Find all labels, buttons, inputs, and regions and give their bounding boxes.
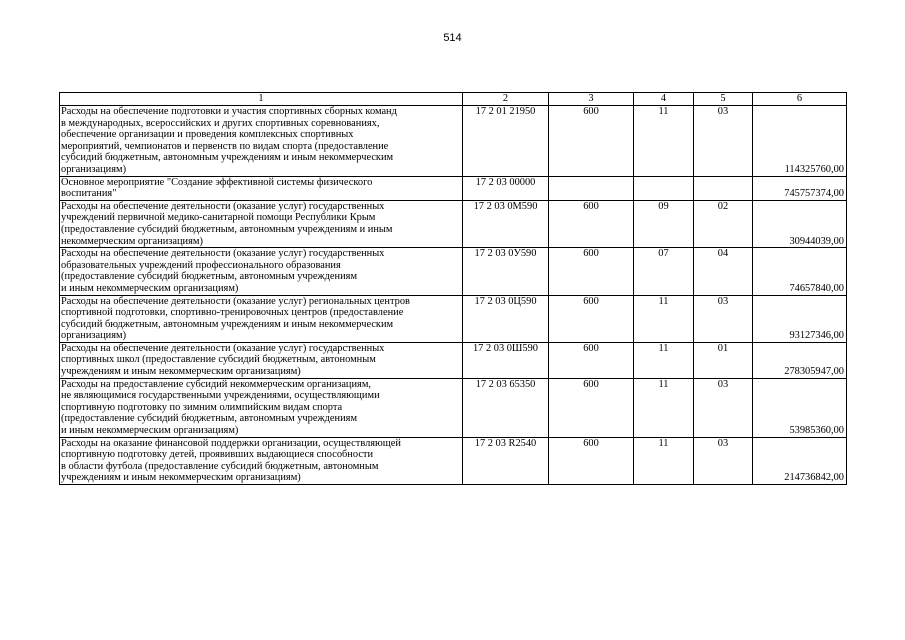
target-article-code: 17 2 03 R2540 — [463, 437, 549, 484]
amount: 745757374,00 — [753, 176, 847, 200]
amount: 214736842,00 — [753, 437, 847, 484]
table-row — [60, 106, 847, 177]
expense-description: Расходы на предоставление субсидий некоммерческим организациям, не являющимися государственными учреждениями, осуществляющими спортивную подготовку по зимним олимпийским видам спорта (предоставление субсидий бюджетным, автономным учреждениям и иным некоммерческим организациям) — [60, 378, 463, 437]
amount: 30944039,00 — [753, 200, 847, 247]
expense-type-code: 600 — [549, 342, 634, 378]
target-article-code: 17 2 03 65350 — [463, 378, 549, 437]
section-code: 11 — [634, 342, 694, 378]
subsection-code: 03 — [694, 106, 753, 177]
expense-description: Расходы на обеспечение подготовки и участия спортивных сборных команд в международных, всероссийских и других спортивных соревнованиях, обеспечение организации и проведения комплексных спортивных мероприятий, чемпионатов и первенств по видам спорта (предоставление субсидий бюджетным, автономным учреждениям и иным некоммерческим организациям) — [60, 106, 463, 177]
section-code: 11 — [634, 378, 694, 437]
table-row — [60, 248, 847, 295]
amount: 53985360,00 — [753, 378, 847, 437]
expense-type-code: 600 — [549, 200, 634, 247]
amount: 114325760,00 — [753, 106, 847, 177]
section-code: 09 — [634, 200, 694, 247]
expense-description: Расходы на оказание финансовой поддержки организации, осуществляющей спортивную подготовку детей, проявивших выдающиеся способности в области футбола (предоставление субсидий бюджетным, автономным учреждениям и иным некоммерческим организациям) — [60, 437, 463, 484]
target-article-code: 17 2 03 0Ш590 — [463, 342, 549, 378]
section-code — [634, 176, 694, 200]
expense-description: Расходы на обеспечение деятельности (оказание услуг) государственных образовательных учреждений профессионального образования (предоставление субсидий бюджетным, автономным учреждениям и иным некоммерческим организациям) — [60, 248, 463, 295]
table-row — [60, 342, 847, 378]
subsection-code: 01 — [694, 342, 753, 378]
expense-type-code: 600 — [549, 378, 634, 437]
expense-type-code: 600 — [549, 295, 634, 342]
expense-type-code: 600 — [549, 437, 634, 484]
column-header: 6 — [753, 93, 847, 106]
subsection-code: 03 — [694, 378, 753, 437]
subsection-code: 03 — [694, 295, 753, 342]
table-row — [60, 200, 847, 247]
target-article-code: 17 2 03 0Ц590 — [463, 295, 549, 342]
expense-type-code: 600 — [549, 106, 634, 177]
target-article-code: 17 2 03 0М590 — [463, 200, 549, 247]
table-row — [60, 295, 847, 342]
section-code: 11 — [634, 437, 694, 484]
expense-description: Расходы на обеспечение деятельности (оказание услуг) региональных центров спортивной подготовки, спортивно-тренировочных центров (предоставление субсидий бюджетным, автономным учреждениям и иным некоммерческим организациям) — [60, 295, 463, 342]
column-header: 2 — [463, 93, 549, 106]
expense-description: Расходы на обеспечение деятельности (оказание услуг) государственных учреждений первичной медико-санитарной помощи Республики Крым (предоставление субсидий бюджетным, автономным учреждениям и иным некоммерческим организациям) — [60, 200, 463, 247]
subsection-code — [694, 176, 753, 200]
expense-description: Основное мероприятие "Создание эффективной системы физического воспитания" — [60, 176, 463, 200]
amount: 278305947,00 — [753, 342, 847, 378]
header-row — [60, 93, 847, 106]
amount: 93127346,00 — [753, 295, 847, 342]
section-code: 11 — [634, 106, 694, 177]
column-header: 1 — [60, 93, 463, 106]
expense-type-code — [549, 176, 634, 200]
expense-description: Расходы на обеспечение деятельности (оказание услуг) государственных спортивных школ (предоставление субсидий бюджетным, автономным учреждениям и иным некоммерческим организациям) — [60, 342, 463, 378]
table-row — [60, 378, 847, 437]
target-article-code: 17 2 01 21950 — [463, 106, 549, 177]
column-header: 5 — [694, 93, 753, 106]
subsection-code: 03 — [694, 437, 753, 484]
subsection-code: 02 — [694, 200, 753, 247]
section-code: 07 — [634, 248, 694, 295]
table-row — [60, 437, 847, 484]
section-code: 11 — [634, 295, 694, 342]
budget-table — [59, 92, 847, 485]
subsection-code: 04 — [694, 248, 753, 295]
expense-type-code: 600 — [549, 248, 634, 295]
amount: 74657840,00 — [753, 248, 847, 295]
table-row — [60, 176, 847, 200]
column-header: 3 — [549, 93, 634, 106]
target-article-code: 17 2 03 0У590 — [463, 248, 549, 295]
page-number: 514 — [443, 32, 462, 44]
target-article-code: 17 2 03 00000 — [463, 176, 549, 200]
column-header: 4 — [634, 93, 694, 106]
